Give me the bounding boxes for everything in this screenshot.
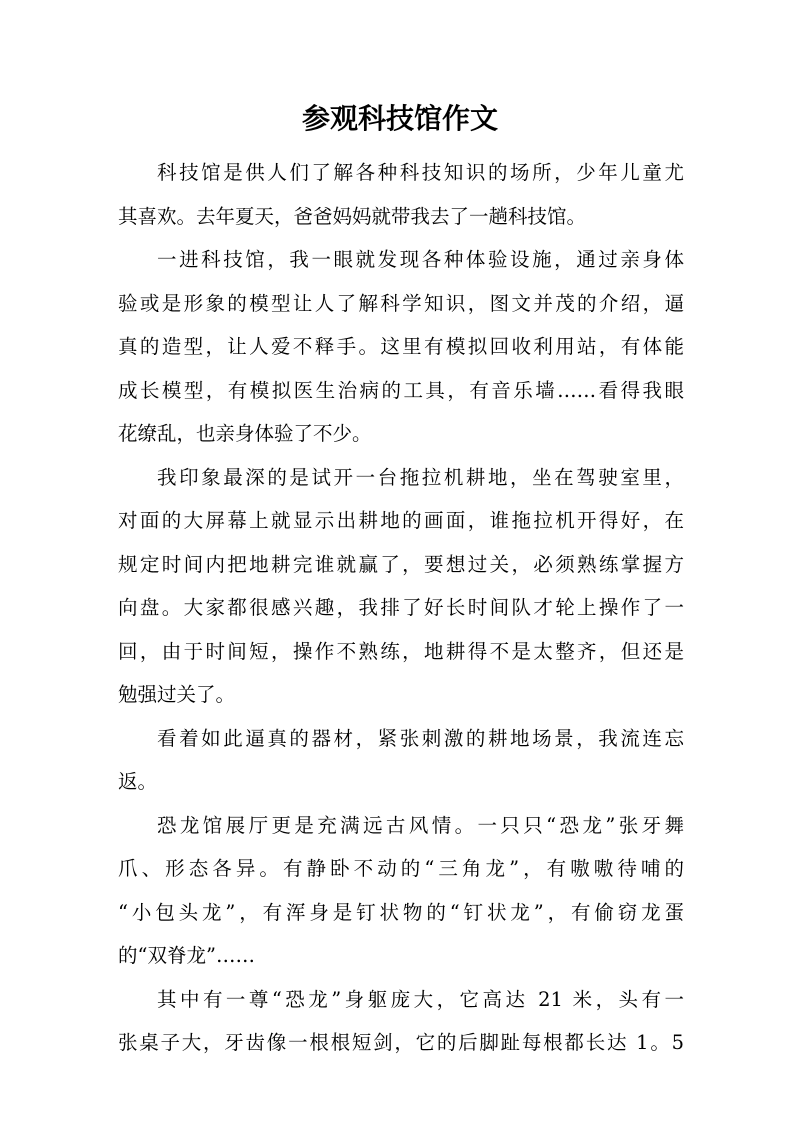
paragraph-2 (118, 238, 684, 456)
text-line: 真的造型，让人爱不释手。这里有模拟回收利用站，有体能 (118, 335, 684, 358)
text-line: 一进科技馆，我一眼就发现各种体验设施，通过亲身体 (157, 248, 684, 271)
text-line: 爪、形态各异。有静卧不动的“三角龙”，有嗷嗷待哺的 (118, 857, 684, 880)
text-line: 花缭乱，也亲身体验了不少。 (118, 422, 372, 445)
paragraph-4 (118, 717, 684, 804)
text-line: 的“双脊龙”…… (118, 944, 255, 967)
essay-body (118, 151, 684, 1065)
text-line: 对面的大屏幕上就显示出耕地的画面，谁拖拉机开得好，在 (118, 509, 684, 532)
text-line: 向盘。大家都很感兴趣，我排了好长时间队才轮上操作了一 (118, 596, 684, 619)
paragraph-3 (118, 456, 684, 717)
text-line: 张桌子大，牙齿像一根根短剑，它的后脚趾每根都长达 1。5 (118, 1031, 684, 1054)
paragraph-5 (118, 804, 684, 978)
text-line: 规定时间内把地耕完谁就赢了，要想过关，必须熟练掌握方 (118, 552, 684, 576)
text-line: “小包头龙”，有浑身是钉状物的“钉状龙”，有偷窃龙蛋 (118, 900, 684, 924)
text-line: 看着如此逼真的器材，紧张刺激的耕地场景，我流连忘 (157, 726, 684, 750)
text-line: 成长模型，有模拟医生治病的工具，有音乐墙……看得我眼 (118, 378, 684, 402)
text-line: 勉强过关了。 (118, 683, 236, 706)
paragraph-1 (118, 151, 684, 238)
text-line: 返。 (118, 770, 158, 793)
paragraph-6 (118, 978, 684, 1065)
text-line: 其中有一尊“恐龙”身躯庞大，它高达 21 米，头有一 (157, 987, 684, 1011)
text-line: 科技馆是供人们了解各种科技知识的场所，少年儿童尤 (157, 161, 684, 184)
page-title: 参观科技馆作文 (301, 102, 498, 135)
text-line: 其喜欢。去年夏天，爸爸妈妈就带我去了一趟科技馆。 (118, 204, 587, 228)
text-line: 验或是形象的模型让人了解科学知识，图文并茂的介绍，逼 (118, 291, 684, 315)
text-line: 恐龙馆展厅更是充满远古风情。一只只“恐龙”张牙舞 (157, 813, 684, 837)
text-line: 我印象最深的是试开一台拖拉机耕地，坐在驾驶室里， (157, 465, 684, 489)
text-line: 回，由于时间短，操作不熟练，地耕得不是太整齐，但还是 (118, 639, 684, 663)
